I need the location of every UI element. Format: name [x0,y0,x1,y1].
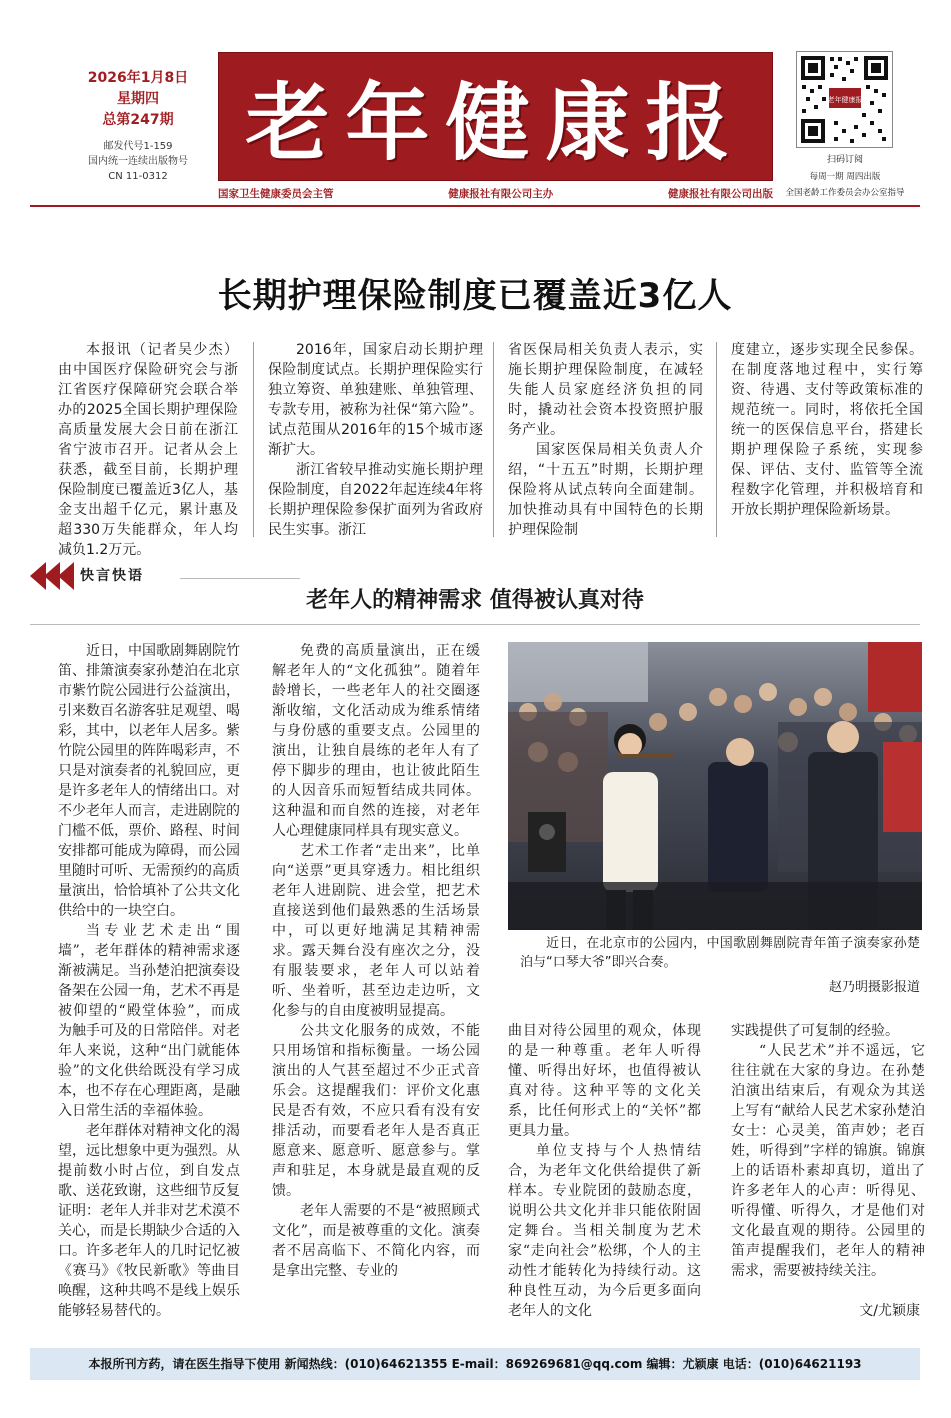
lead-paragraph: 国家医保局相关负责人介绍，“十五五”时期，长期护理保险将从试点转向全面建制。加快推动具有中国特色的长期护理保险制 [508,442,703,538]
opinion-paragraph: 近日，中国歌剧舞剧院竹笛、排箫演奏家孙楚泊在北京市紫竹院公园进行公益演出，引来数百名游客驻足观望、喝彩，其中，以老年人居多。紫竹院公园里的阵阵喝彩声，不只是对演奏者的礼貌回应，更是许多老年人的情绪出口。对不少老年人而言，走进剧院的门槛不低，票价、路程、时间安排都可能成为障碍，而公园里随时可听、无需预约的高质量演出，恰恰填补了公共文化供给中的一块空白。 [58,643,240,919]
issue-date: 2026年1月8日 [87,70,189,86]
opinion-paragraph: 当专业艺术走出“围墙”，老年群体的精神需求逐渐被满足。当孙楚泊把演奏设备架在公园一角，艺术不再是被仰望的“殿堂体验”，而成为触手可及的日常陪伴。对老年人来说，这种“出门就能体验”的文化供给既没有学习成本，也不存在心理距离，是融入日常生活的幸福体验。 [58,923,240,1119]
section-divider [30,624,920,625]
opinion-title: 老年人的精神需求 值得被认真对待 [306,588,644,613]
issue-number: 总第247期 [102,112,174,128]
masthead-banner [218,52,773,181]
performance-photo [508,642,922,930]
publication-schedule: 每周一期 周四出版 [809,172,881,182]
opinion-paragraph: “人民艺术”并不遥远，它往往就在大家的身边。在孙楚泊演出结束后，有观众为其送上写有“献给人民艺术家孙楚泊女士：心灵美，笛声妙；老百姓，听得到”字样的锦旗。锦旗上的话语朴素却真切，道出了许多老年人的心声：听得见、听得懂、听得久，才是他们对文化最直观的期待。公园里的笛声提醒我们，老年人的精神需求，需要被持续关注。 [731,1043,925,1279]
photo-caption: 近日，在北京市的公园内，中国歌剧舞剧院青年笛子演奏家孙楚泊与“口琴大爷”即兴合奏。 [520,936,920,970]
opinion-paragraph: 免费的高质量演出，正在缓解老年人的“文化孤独”。随着年龄增长，一些老年人的社交圈逐渐收缩，文化活动成为维系情绪与身份感的重要支点。公园里的演出，让独自晨练的老年人有了停下脚步的理由，也让彼此陌生的人因音乐而短暂结成共同体。这种温和而自然的连接，对老年人心理健康同样具有现实意义。 [272,643,480,839]
issue-info [58,68,218,184]
opinion-column-1 [58,641,240,1321]
publisher-line [218,186,773,201]
lead-paragraph: 度建立，逐步实现全民参保。在制度落地过程中，实行筹资、待遇、支付等政策标准的规范统一。同时，将依托全国统一的医保信息平台，搭建长期护理保险子系统，实现参保、评估、支付、监管等全流程数字化管理，并积极培育和开放长期护理保险新场景。 [731,342,923,518]
lead-article-column-1 [58,340,238,560]
photo-credit: 赵乃明摄影报道 [828,980,920,995]
lead-article-column-4 [731,340,923,520]
lead-paragraph: 省医保局相关负责人表示，实施长期护理保险制度，在减轻失能人员家庭经济负担的同时，撬动社会资本投资照护服务产业。 [508,342,703,438]
guidance-org: 全国老龄工作委员会办公室指导 [785,188,905,198]
supervisor-text: 国家卫生健康委员会主管 [218,188,334,200]
opinion-paragraph: 老年人需要的不是“被照顾式文化”，而是被尊重的文化。演奏者不居高临下、不简化内容，而是拿出完整、专业的 [272,1203,480,1279]
opinion-paragraph: 老年群体对精神文化的渴望，远比想象中更为强烈。从提前数小时占位，到自发点歌、送花致谢，这些细节反复证明：老年人并非对艺术漠不关心，而是长期缺少合适的入口。许多老年人的几时记忆被《赛马》《牧民新歌》等曲目唤醒，这种共鸣不是线上娱乐能够轻易替代的。 [58,1123,240,1319]
opinion-paragraph: 艺术工作者“走出来”，比单向“送票”更具穿透力。相比组织老年人进剧院、进会堂，把艺术直接送到他们最熟悉的生活场景中，可以更好地满足其精神需求。露天舞台没有座次之分，没有服装要求，老年人可以站着听、坐着听，甚至边走边听，文化参与的自由度被明显提高。 [272,843,480,1019]
opinion-column-3 [508,1021,701,1321]
column-name: 快言快语 [80,568,144,584]
lead-paragraph: 2016年，国家启动长期护理保险制度试点。长期护理保险实行独立筹资、单独建账、单独管理、专款专用，被称为社保“第六险”。试点范围从2016年的15个城市逐渐扩大。 [268,342,483,458]
opinion-paragraph: 单位支持与个人热情结合，为老年文化供给提供了新样本。专业院团的鼓励态度，说明公共文化并非只能依附固定舞台。当相关制度为艺术家“走向社会”松绑，个人的主动性才能转化为持续行动。这种良性互动，为今后更多面向老年人的文化 [508,1143,701,1319]
qr-code-icon[interactable] [796,51,893,148]
cn-number: CN 11-0312 [108,171,168,182]
opinion-column-2 [272,641,480,1281]
footer-bar: 本报所刊方药，请在医生指导下使用 新闻热线：(010)64621355 E-mail：869269681@qq.com 编辑：尤颖康 电话：(010)64621193 [30,1348,920,1380]
qr-logo-text: 老年健康报 [827,96,863,104]
column-divider [716,342,717,537]
lead-headline: 长期护理保险制度已覆盖近3亿人 [217,276,733,316]
lead-article-column-3 [508,340,703,540]
masthead-divider [30,205,920,207]
lead-article-column-2 [268,340,483,540]
issue-weekday: 星期四 [117,91,159,107]
column-divider [253,342,254,537]
article-author: 文/尤颖康 [859,1303,920,1319]
column-divider [493,342,494,537]
opinion-paragraph: 实践提供了可复制的经验。 [731,1023,899,1039]
column-tag-divider [180,578,300,579]
opinion-paragraph: 曲目对待公园里的观众，体现的是一种尊重。老年人听得懂、听得出好坏，也值得被认真对待。这种平等的文化关系，比任何形式上的“关怀”都更具力量。 [508,1023,701,1139]
lead-paragraph: 本报讯（记者吴少杰）由中国医疗保险研究会与浙江省医疗保障研究会联合举办的2025全国长期护理保险高质量发展大会日前在浙江省宁波市召开。记者从会上获悉，截至目前，长期护理保险制度已覆盖近3亿人，基金支出超千亿元，累计惠及超330万失能群众，年人均减负1.2万元。 [58,342,238,558]
postal-code: 邮发代号1-159 [103,141,173,152]
lead-paragraph: 浙江省较早推动实施长期护理保险制度，自2022年起连续4年将长期护理保险参保扩面列为省政府民生实事。浙江 [268,462,483,538]
domestic-number: 国内统一连续出版物号 [88,156,188,167]
opinion-column-4 [731,1021,925,1281]
publisher-text: 健康报社有限公司出版 [668,188,773,200]
newspaper-name: 老年健康报 [245,73,746,172]
sponsor-text: 健康报社有限公司主办 [448,188,554,200]
opinion-paragraph: 公共文化服务的成效，不能只用场馆和指标衡量。一场公园演出的人气甚至超过不少正式音乐会。这提醒我们：评价文化惠民是否有效，不应只看有没有安排活动，而要看老年人是否真正愿意来、愿意听、愿意参与。掌声和驻足，本身就是最直观的反馈。 [272,1023,480,1199]
chevron-left-icon [58,562,74,590]
qr-label: 扫码订阅 [826,155,863,165]
